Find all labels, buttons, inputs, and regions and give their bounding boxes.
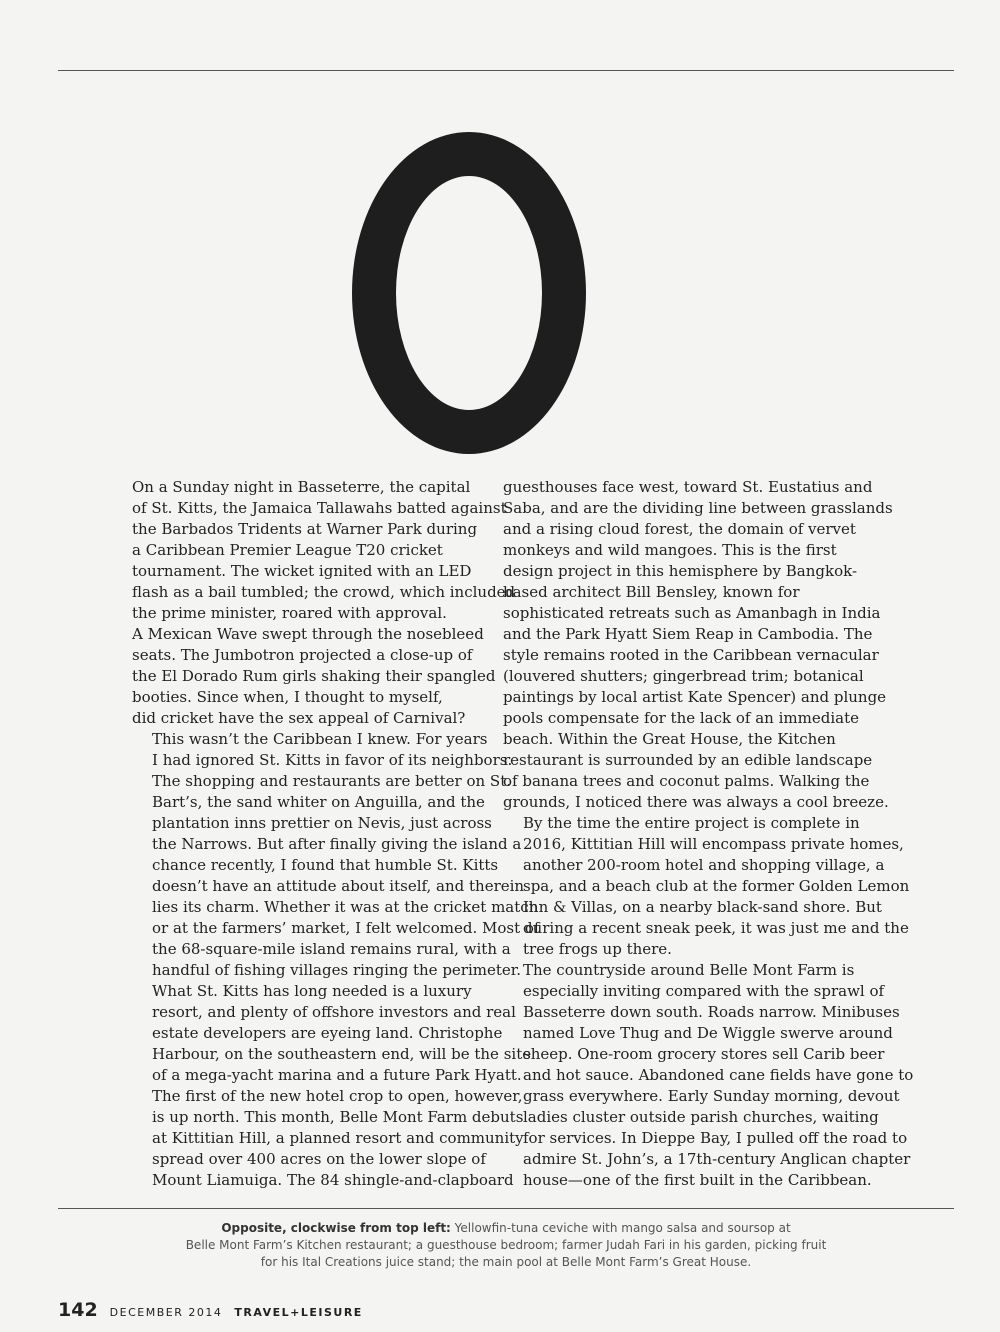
text-line: grounds, I noticed there was always a cool breeze.: [503, 793, 889, 811]
paragraph: [132, 729, 540, 981]
magazine-name: TRAVEL+LEISURE: [234, 1306, 363, 1319]
text-line: guesthouses face west, toward St. Eustatius and: [503, 478, 873, 496]
text-line: restaurant is surrounded by an edible landscape: [503, 751, 873, 769]
text-line: tree frogs up there.: [523, 940, 672, 958]
text-line: ladies cluster outside parish churches, waiting: [523, 1108, 879, 1126]
text-line: and hot sauce. Abandoned cane fields have gone to: [523, 1066, 914, 1084]
text-line: spa, and a beach club at the former Golden Lemon: [523, 877, 910, 895]
text-line: The shopping and restaurants are better on St.: [152, 772, 511, 790]
text-line: The countryside around Belle Mont Farm is: [523, 961, 855, 979]
text-line: sheep. One-room grocery stores sell Carib beer: [523, 1045, 885, 1063]
text-line: pools compensate for the lack of an immediate: [503, 709, 859, 727]
text-line: grass everywhere. Early Sunday morning, devout: [523, 1087, 900, 1105]
text-line: Bart’s, the sand whiter on Anguilla, and the: [152, 793, 485, 811]
text-line: and a rising cloud forest, the domain of vervet: [503, 520, 856, 538]
paragraph: [503, 813, 910, 960]
caption-text: Yellowfin-tuna ceviche with mango salsa and soursop at: [450, 1221, 791, 1235]
text-line: named Love Thug and De Wiggle swerve around: [523, 1024, 893, 1042]
text-line: booties. Since when, I thought to myself,: [132, 688, 443, 706]
text-line: seats. The Jumbotron projected a close-up of: [132, 646, 473, 664]
text-line: (louvered shutters; gingerbread trim; botanical: [503, 667, 864, 685]
caption-line: Belle Mont Farm’s Kitchen restaurant; a guesthouse bedroom; farmer Judah Fari in his garden, picking fruit: [185, 1238, 827, 1252]
text-line: Saba, and are the dividing line between grasslands: [503, 499, 893, 517]
paragraph: [132, 981, 532, 1191]
text-line: 2016, Kittitian Hill will encompass private homes,: [523, 835, 904, 853]
folio: [58, 1299, 363, 1321]
text-line: house—one of the first built in the Caribbean.: [523, 1171, 872, 1189]
paragraph: [132, 477, 516, 729]
text-line: sophisticated retreats such as Amanbagh in India: [503, 604, 881, 622]
text-line: flash as a bail tumbled; the crowd, which included: [132, 583, 516, 601]
text-line: spread over 400 acres on the lower slope of: [152, 1150, 486, 1168]
text-line: Harbour, on the southeastern end, will be the site: [152, 1045, 532, 1063]
caption-line: for his Ital Creations juice stand; the main pool at Belle Mont Farm’s Great House.: [260, 1255, 752, 1269]
page-number: 142: [58, 1299, 98, 1321]
text-line: for services. In Dieppe Bay, I pulled off the road to: [523, 1129, 908, 1147]
text-line: estate developers are eyeing land. Christophe: [152, 1024, 503, 1042]
text-line: admire St. John’s, a 17th-century Anglican chapter: [523, 1150, 911, 1168]
text-line: and the Park Hyatt Siem Reap in Cambodia. The: [503, 625, 873, 643]
caption-lead: Opposite, clockwise from top left:: [221, 1221, 451, 1235]
right-column: [503, 477, 914, 1191]
text-line: plantation inns prettier on Nevis, just across: [152, 814, 492, 832]
text-line: at Kittitian Hill, a planned resort and community: [152, 1129, 524, 1147]
text-line: doesn’t have an attitude about itself, and therein: [152, 877, 525, 895]
paragraph: [503, 477, 893, 813]
text-line: the 68-square-mile island remains rural, with a: [152, 940, 511, 958]
text-line: tournament. The wicket ignited with an LED: [132, 562, 472, 580]
text-line: or at the farmers’ market, I felt welcomed. Most of: [152, 919, 540, 937]
text-line: beach. Within the Great House, the Kitchen: [503, 730, 836, 748]
text-line: The first of the new hotel crop to open, however,: [152, 1087, 523, 1105]
left-column: [132, 477, 540, 1191]
text-line: Basseterre down south. Roads narrow. Minibuses: [523, 1003, 900, 1021]
text-line: the El Dorado Rum girls shaking their spangled: [132, 667, 496, 685]
text-line: design project in this hemisphere by Bangkok-: [503, 562, 858, 580]
text-line: resort, and plenty of offshore investors and real: [152, 1003, 516, 1021]
caption-line: [58, 1220, 954, 1237]
text-line: of St. Kitts, the Jamaica Tallawahs batted against: [132, 499, 507, 517]
top-rule: [58, 70, 954, 71]
text-line: A Mexican Wave swept through the nosebleed: [132, 625, 484, 643]
bottom-rule: [58, 1208, 954, 1209]
text-line: monkeys and wild mangoes. This is the first: [503, 541, 837, 559]
text-line: especially inviting compared with the sprawl of: [523, 982, 885, 1000]
text-line: did cricket have the sex appeal of Carnival?: [132, 709, 466, 727]
photo-caption: [58, 1220, 954, 1271]
text-line: Inn & Villas, on a nearby black-sand shore. But: [523, 898, 882, 916]
text-line: another 200-room hotel and shopping village, a: [523, 856, 885, 874]
text-line: I had ignored St. Kitts in favor of its neighbors.: [152, 751, 513, 769]
paragraph: [503, 960, 914, 1191]
text-line: handful of fishing villages ringing the perimeter.: [152, 961, 522, 979]
text-line: This wasn’t the Caribbean I knew. For years: [152, 730, 488, 748]
text-line: paintings by local artist Kate Spencer) and plunge: [503, 688, 887, 706]
issue-date: DECEMBER 2014: [109, 1306, 223, 1319]
text-line: the Barbados Tridents at Warner Park during: [132, 520, 478, 538]
text-line: the prime minister, roared with approval.: [132, 604, 447, 622]
text-line: based architect Bill Bensley, known for: [503, 583, 800, 601]
drop-cap-letter: [352, 132, 586, 454]
text-line: On a Sunday night in Basseterre, the capital: [132, 478, 471, 496]
text-line: By the time the entire project is complete in: [523, 814, 860, 832]
text-line: lies its charm. Whether it was at the cricket match: [152, 898, 539, 916]
text-line: chance recently, I found that humble St. Kitts: [152, 856, 499, 874]
text-line: during a recent sneak peek, it was just me and the: [523, 919, 909, 937]
text-line: of banana trees and coconut palms. Walking the: [503, 772, 870, 790]
text-line: is up north. This month, Belle Mont Farm debuts: [152, 1108, 524, 1126]
text-line: of a mega-yacht marina and a future Park Hyatt.: [152, 1066, 522, 1084]
text-line: a Caribbean Premier League T20 cricket: [132, 541, 443, 559]
text-line: What St. Kitts has long needed is a luxury: [152, 982, 472, 1000]
text-line: Mount Liamuiga. The 84 shingle-and-clapboard: [152, 1171, 514, 1189]
text-line: the Narrows. But after finally giving the island a: [152, 835, 522, 853]
text-line: style remains rooted in the Caribbean vernacular: [503, 646, 879, 664]
